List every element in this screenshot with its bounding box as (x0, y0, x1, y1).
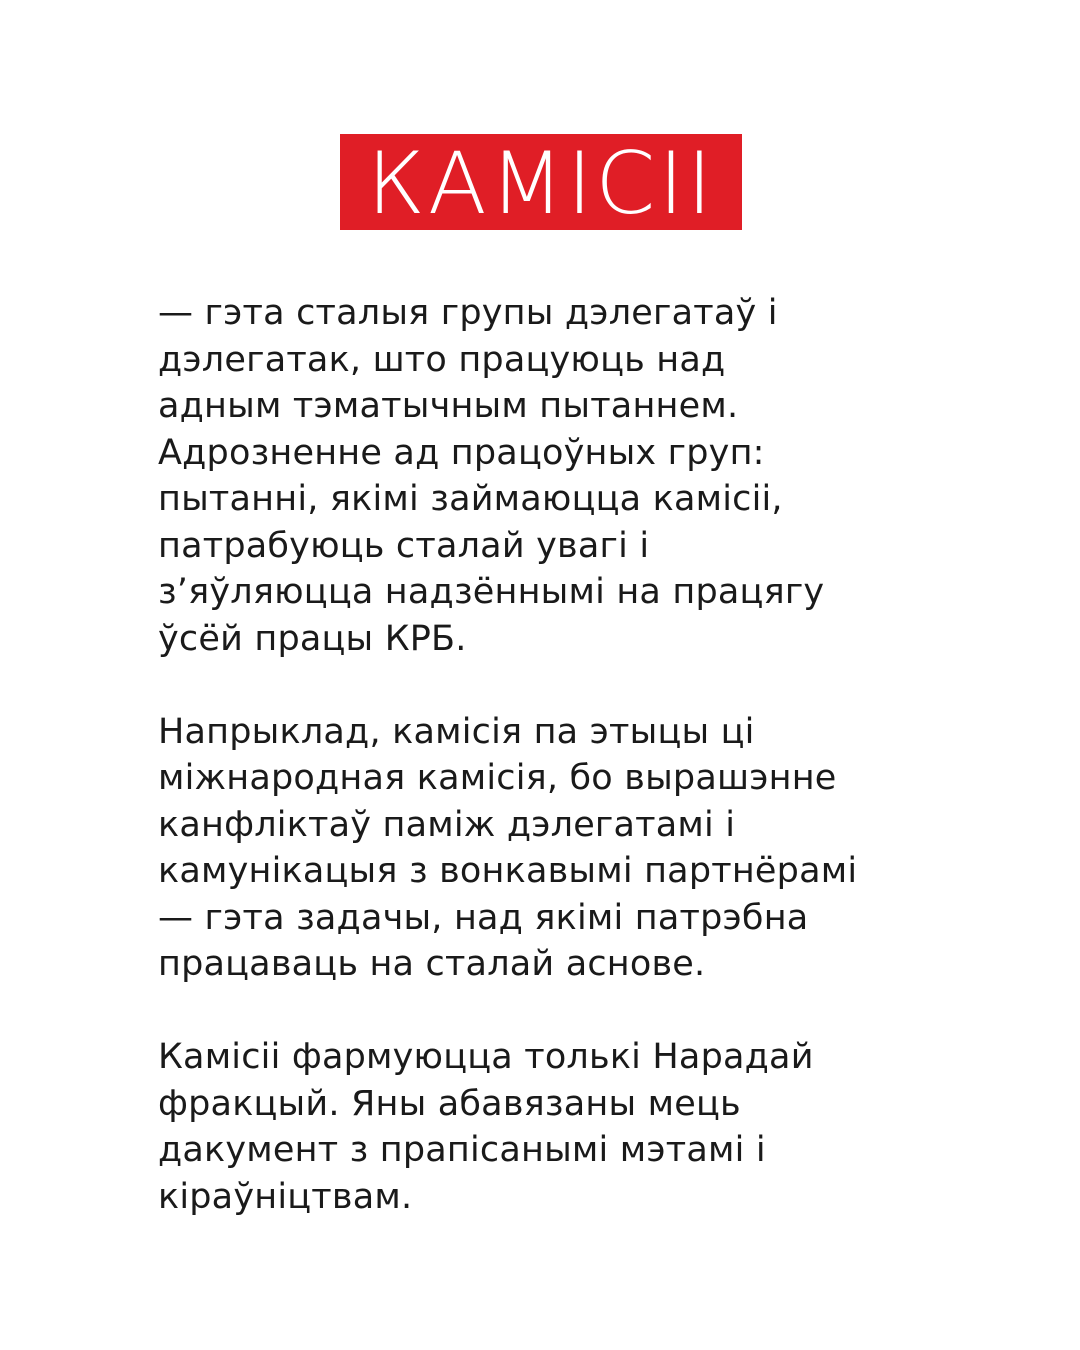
text-line: — гэта сталыя групы дэлегатаў і (158, 293, 778, 333)
text-line: пытанні, якімі займаюцца камісіі, (158, 479, 783, 519)
text-line: патрабуюць сталай увагі і (158, 525, 650, 566)
text-line: міжнародная камісія, бо вырашэнне (158, 758, 837, 798)
text-line: Напрыклад, камісія па этыцы ці (158, 711, 755, 752)
page-title: КАМІСІІ (366, 134, 716, 234)
text-line: Камісіі фармуюцца толькі Нарадай (158, 1037, 814, 1077)
body-text (158, 290, 958, 1220)
text-line: — гэта задачы, над якімі патрэбна (158, 897, 809, 938)
paragraph-formation (158, 1034, 958, 1220)
text-line: адным тэматычным пытаннем. (158, 386, 739, 426)
paragraph-definition (158, 290, 958, 662)
text-line: канфліктаў паміж дэлегатамі і (158, 804, 736, 845)
title-banner (340, 134, 742, 234)
text-line: дакумент з прапісанымі мэтамі і (158, 1130, 766, 1170)
text-line: ўсёй працы КРБ. (158, 618, 467, 659)
text-line: камунікацыя з вонкавымі партнёрамі (158, 851, 858, 891)
text-line: дэлегатак, што працуюць над (158, 339, 726, 380)
text-line: з’яўляюцца надзённымі на працягу (158, 572, 825, 612)
text-line: працаваць на сталай аснове. (158, 944, 706, 984)
paragraph-example (158, 709, 958, 988)
text-line: Адрозненне ад працоўных груп: (158, 432, 765, 473)
text-line: кіраўніцтвам. (158, 1176, 413, 1217)
text-line: фракцый. Яны абавязаны мець (158, 1083, 741, 1124)
